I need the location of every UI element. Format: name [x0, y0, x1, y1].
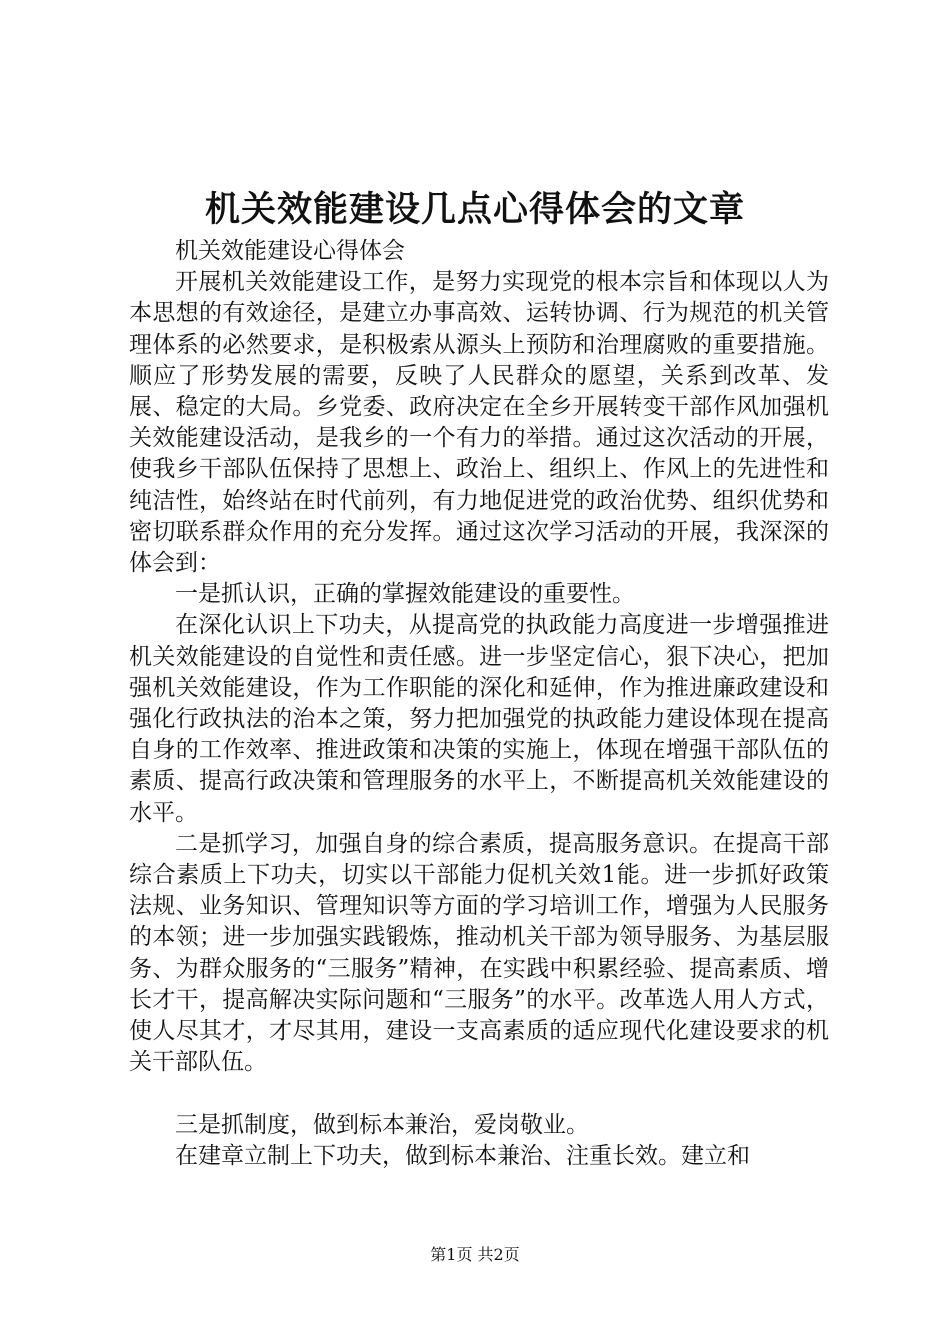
- paragraph-subtitle: 机关效能建设心得体会: [175, 238, 405, 264]
- paragraph-point-one-body: 在深化认识上下功夫，从提高党的执政能力高度进一步增强推进机关效能建设的自觉性和责任感。进一步坚定信心，狠下决心，把加强机关效能建设，作为工作职能的深化和延伸，作为推进廉政建设和强化行政执法的治本之策，努力把加强党的执政能力建设体现在提高自身的工作效率、推进政策和决策的实施上，体现在增强干部队伍的素质、提高行政决策和管理服务的水平上，不断提高机关效能建设的水平。: [129, 612, 829, 826]
- document-title: 机关效能建设几点心得体会的文章: [204, 189, 745, 230]
- paragraph-point-one-heading: 一是抓认识，正确的掌握效能建设的重要性。: [175, 581, 635, 608]
- page-footer: 第1页 共2页: [430, 1245, 520, 1264]
- paragraph-point-two: 二是抓学习，加强自身的综合素质，提高服务意识。在提高干部综合素质上下功夫，切实以干部能力促机关效1能。进一步抓好政策法规、业务知识、管理知识等方面的学习培训工作，增强为人民服务的本领；进一步加强实践锻炼，推动机关干部为领导服务、为基层服务、为群众服务的“三服务”精神，在实践中积累经验、提高素质、增长才干，提高解决实际问题和“三服务”的水平。改革选人用人方式，使人尽其才，才尽其用，建设一支高素质的适应现代化建设要求的机关干部队伍。: [129, 830, 829, 1076]
- document-body: [129, 236, 829, 1172]
- paragraph-point-three-body: 在建章立制上下功夫，做到标本兼治、注重长效。建立和: [175, 1142, 750, 1169]
- paragraph-intro: 开展机关效能建设工作，是努力实现党的根本宗旨和体现以人为本思想的有效途径，是建立办事高效、运转协调、行为规范的机关管理体系的必然要求，是积极索从源头上预防和治理腐败的重要措施。顺应了形势发展的需要，反映了人民群众的愿望，关系到改革、发展、稳定的大局。乡党委、政府决定在全乡开展转变干部作风加强机关效能建设活动，是我乡的一个有力的举措。通过这次活动的开展，使我乡干部队伍保持了思想上、政治上、组织上、作风上的先进性和纯洁性，始终站在时代前列，有力地促进党的政治优势、组织优势和密切联系群众作用的充分发挥。通过这次学习活动的开展，我深深的体会到：: [129, 269, 829, 577]
- paragraph-point-three-heading: 三是抓制度，做到标本兼治，爱岗敬业。: [175, 1111, 589, 1138]
